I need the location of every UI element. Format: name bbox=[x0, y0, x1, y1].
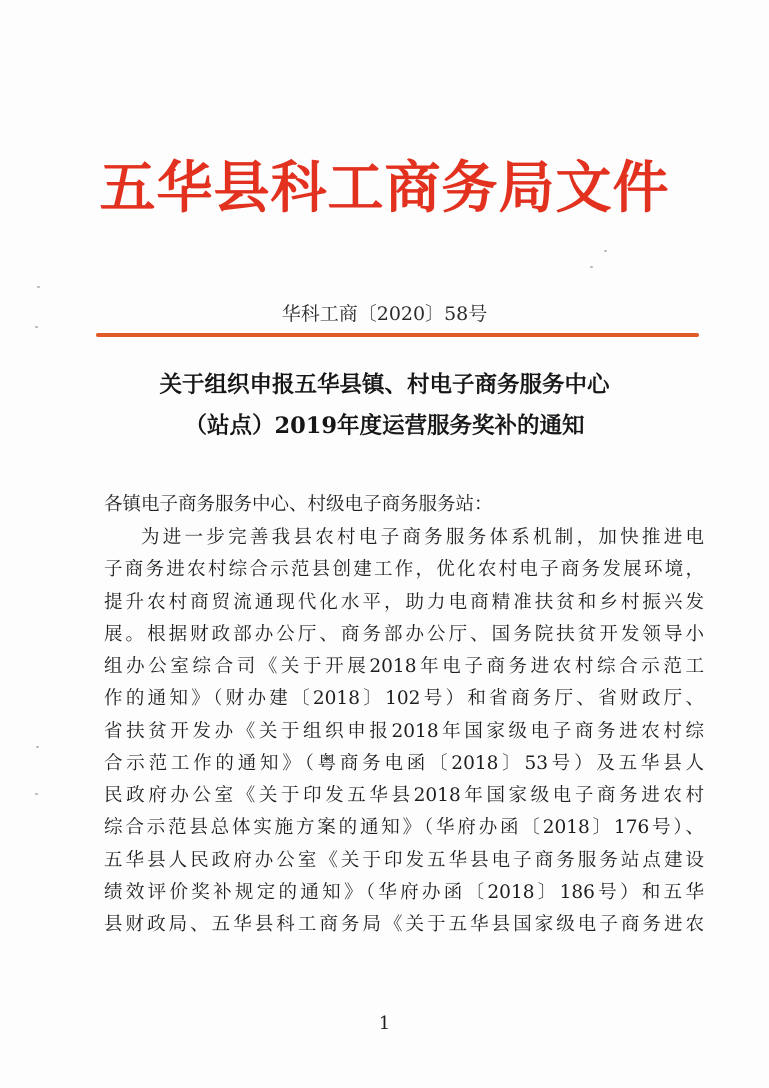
body-line: 县财政局、五华县科工商务局《关于五华县国家级电子商务进农 bbox=[104, 914, 704, 935]
scan-speck bbox=[35, 793, 38, 795]
body-line: 民政府办公室《关于印发五华县2018年国家级电子商务进农村 bbox=[104, 785, 704, 806]
body-text bbox=[104, 522, 704, 941]
body-line: 展。根据财政部办公厅、商务部办公厅、国务院扶贫开发领导小 bbox=[104, 623, 704, 645]
document-header-title: 五华县科工商务局文件 bbox=[99, 155, 670, 221]
notice-title-line-1: 关于组织申报五华县镇、村电子商务服务中心 bbox=[159, 372, 610, 398]
scan-speck bbox=[37, 286, 40, 288]
body-line: 合示范工作的通知》（粤商务电函〔2018〕53号）及五华县人 bbox=[104, 752, 704, 774]
notice-title-line-2: （站点）2019年度运营服务奖补的通知 bbox=[184, 413, 585, 439]
body-line: 组办公室综合司《关于开展2018年电子商务进农村综合示范工 bbox=[104, 656, 704, 677]
body-line: 五华县人民政府办公室《关于印发五华县电子商务服务站点建设 bbox=[104, 849, 704, 871]
scan-speck bbox=[604, 250, 607, 252]
notice-title bbox=[60, 365, 709, 447]
scan-speck bbox=[36, 746, 39, 748]
body-line: 子商务进农村综合示范县创建工作，优化农村电子商务发展环境， bbox=[104, 559, 704, 581]
body-line: 综合示范县总体实施方案的通知》（华府办函〔2018〕176号）、 bbox=[104, 817, 704, 839]
body-line: 绩效评价奖补规定的通知》（华府办函〔2018〕186号）和五华 bbox=[104, 881, 704, 903]
body-line: 提升农村商贸流通现代化水平，助力电商精准扶贫和乡村振兴发 bbox=[104, 591, 704, 613]
body-line: 作的通知》（财办建〔2018〕102号）和省商务厅、省财政厅、 bbox=[104, 688, 704, 710]
red-divider-rule bbox=[96, 333, 699, 337]
scan-speck bbox=[35, 326, 38, 328]
scan-speck bbox=[590, 266, 593, 268]
salutation: 各镇电子商务服务中心、村级电子商务服务站： bbox=[104, 494, 493, 515]
document-number: 华科工商〔2020〕58号 bbox=[281, 303, 488, 325]
body-line: 为进一步完善我县农村电子商务服务体系机制，加快推进电 bbox=[141, 527, 704, 548]
page-number: 1 bbox=[378, 1013, 391, 1034]
body-line: 省扶贫开发办《关于组织申报2018年国家级电子商务进农村综 bbox=[104, 720, 704, 742]
